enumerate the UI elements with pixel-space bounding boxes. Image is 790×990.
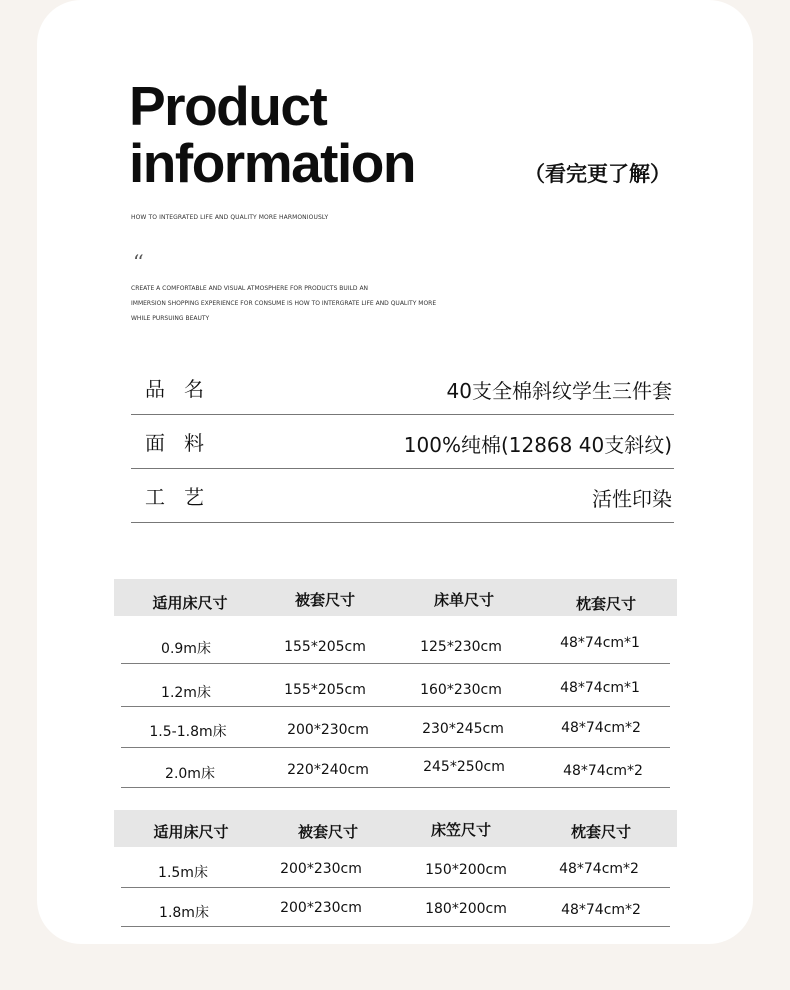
- size-table-1-header: [114, 579, 677, 616]
- info-label: 工艺: [145, 485, 223, 509]
- info-row-name: [131, 360, 674, 415]
- description-line: WHILE PURSUING BEAUTY: [131, 315, 210, 322]
- table-cell: 155*205cm: [284, 639, 366, 655]
- table-cell: 48*74cm*1: [560, 680, 640, 696]
- table-row: [121, 663, 670, 707]
- column-header: 枕套尺寸: [575, 595, 637, 613]
- table-cell: 1.5m床: [158, 865, 208, 881]
- page-title: [129, 75, 415, 194]
- info-label: 面料: [145, 431, 223, 455]
- description-line: IMMERSION SHOPPING EXPERIENCE FOR CONSUME IS HOW TO INTERGRATE LIFE AND QUALITY MORE: [131, 300, 437, 307]
- column-header: 床单尺寸: [433, 591, 495, 609]
- table-row: [121, 887, 670, 927]
- table-cell: 1.8m床: [159, 905, 209, 921]
- table-cell: 48*74cm*2: [561, 720, 641, 736]
- info-value: 100%纯棉(12868 40支斜纹): [403, 433, 672, 457]
- column-header: 被套尺寸: [297, 823, 359, 841]
- column-header: 床笠尺寸: [430, 821, 492, 839]
- learn-more-note: （看完更了解）: [524, 162, 671, 186]
- size-table-2-header: [114, 810, 677, 847]
- table-cell: 160*230cm: [420, 682, 502, 698]
- info-label: 品名: [145, 377, 223, 401]
- table-cell: 200*230cm: [287, 722, 369, 738]
- info-value: 活性印染: [592, 487, 672, 511]
- table-cell: 125*230cm: [420, 639, 502, 655]
- info-value: 40支全棉斜纹学生三件套: [446, 379, 672, 403]
- info-row-fabric: [131, 414, 674, 469]
- table-cell: 1.2m床: [161, 685, 211, 701]
- table-cell: 2.0m床: [165, 766, 215, 782]
- table-cell: 200*230cm: [280, 861, 362, 877]
- table-cell: 48*74cm*1: [560, 635, 640, 651]
- column-header: 被套尺寸: [294, 591, 356, 609]
- table-cell: 155*205cm: [284, 682, 366, 698]
- quote-mark-icon: ‘‘: [133, 250, 142, 274]
- title-line-2: information: [129, 132, 415, 194]
- table-cell: 0.9m床: [161, 641, 211, 657]
- table-cell: 180*200cm: [425, 901, 507, 917]
- table-row: [121, 847, 670, 888]
- table-cell: 200*230cm: [280, 900, 362, 916]
- description: [131, 281, 436, 326]
- table-cell: 1.5-1.8m床: [149, 724, 227, 740]
- table-cell: 150*200cm: [425, 862, 507, 878]
- title-line-1: Product: [129, 75, 327, 137]
- column-header: 适用床尺寸: [153, 823, 229, 841]
- column-header: 枕套尺寸: [570, 823, 632, 841]
- table-cell: 48*74cm*2: [559, 861, 639, 877]
- table-cell: 220*240cm: [287, 762, 369, 778]
- info-row-craft: [131, 468, 674, 523]
- table-row: [121, 620, 670, 664]
- table-cell: 230*245cm: [422, 721, 504, 737]
- description-line: CREATE A COMFORTABLE AND VISUAL ATMOSPHERE FOR PRODUCTS BUILD AN: [131, 285, 369, 292]
- table-cell: 48*74cm*2: [563, 763, 643, 779]
- table-cell: 245*250cm: [423, 759, 505, 775]
- table-cell: 48*74cm*2: [561, 902, 641, 918]
- table-row: [121, 706, 670, 748]
- tagline: HOW TO INTEGRATED LIFE AND QUALITY MORE HARMONIOUSLY: [131, 214, 329, 221]
- table-row: [121, 747, 670, 788]
- column-header: 适用床尺寸: [152, 594, 228, 612]
